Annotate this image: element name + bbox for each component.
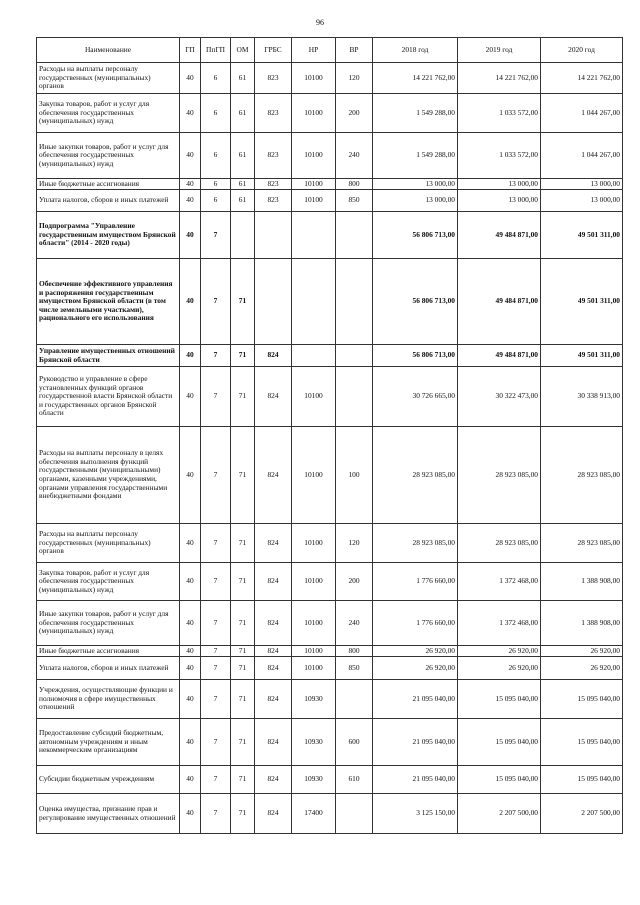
cell-name: Закупка товаров, работ и услуг для обеспечения государственных (муниципальных) нужд <box>37 563 180 601</box>
cell-name: Закупка товаров, работ и услуг для обеспечения государственных (муниципальных) нужд <box>37 94 180 133</box>
cell-2018: 21 095 040,00 <box>373 719 458 766</box>
table-row <box>37 601 623 646</box>
cell-ppgp: 6 <box>201 94 231 133</box>
cell-om: 61 <box>231 63 255 94</box>
header-grbs: ГРБС <box>255 38 292 63</box>
cell-2019: 30 322 473,00 <box>458 367 541 427</box>
cell-ppgp: 7 <box>201 524 231 563</box>
cell-2018: 28 923 085,00 <box>373 524 458 563</box>
cell-grbs: 824 <box>255 367 292 427</box>
cell-vr <box>336 212 373 259</box>
cell-grbs: 824 <box>255 427 292 524</box>
table-row <box>37 719 623 766</box>
cell-2018: 1 549 288,00 <box>373 133 458 179</box>
cell-ppgp: 7 <box>201 646 231 657</box>
header-2019: 2019 год <box>458 38 541 63</box>
cell-2020: 1 388 908,00 <box>541 563 623 601</box>
cell-2018: 1 776 660,00 <box>373 601 458 646</box>
cell-name: Расходы на выплаты персоналу государственных (муниципальных) органов <box>37 524 180 563</box>
cell-gp: 40 <box>180 367 201 427</box>
cell-name: Подпрограмма "Управление государственным имуществом Брянской области" (2014 - 2020 годы) <box>37 212 180 259</box>
cell-name: Уплата налогов, сборов и иных платежей <box>37 657 180 680</box>
cell-nr <box>292 345 336 367</box>
cell-2019: 15 095 040,00 <box>458 766 541 794</box>
cell-om: 71 <box>231 345 255 367</box>
cell-gp: 40 <box>180 133 201 179</box>
cell-grbs <box>255 212 292 259</box>
table-row <box>37 345 623 367</box>
cell-gp: 40 <box>180 794 201 834</box>
cell-nr: 10930 <box>292 680 336 719</box>
cell-nr: 10100 <box>292 646 336 657</box>
cell-vr <box>336 259 373 345</box>
cell-2018: 14 221 762,00 <box>373 63 458 94</box>
cell-gp: 40 <box>180 190 201 212</box>
cell-gp: 40 <box>180 680 201 719</box>
cell-gp: 40 <box>180 259 201 345</box>
cell-2019: 49 484 871,00 <box>458 345 541 367</box>
cell-om <box>231 212 255 259</box>
cell-name: Иные бюджетные ассигнования <box>37 179 180 190</box>
cell-ppgp: 7 <box>201 601 231 646</box>
cell-vr <box>336 367 373 427</box>
cell-vr: 200 <box>336 94 373 133</box>
cell-om: 71 <box>231 427 255 524</box>
cell-name: Учреждения, осуществляющие функции и полномочия в сфере имущественных отношений <box>37 680 180 719</box>
cell-nr: 10930 <box>292 719 336 766</box>
table-row <box>37 794 623 834</box>
cell-2019: 1 033 572,00 <box>458 94 541 133</box>
table-header-row <box>37 38 623 63</box>
cell-2020: 1 044 267,00 <box>541 94 623 133</box>
cell-vr: 800 <box>336 646 373 657</box>
cell-name: Оценка имущества, признание прав и регулирование имущественных отношений <box>37 794 180 834</box>
cell-nr: 10100 <box>292 563 336 601</box>
cell-vr: 200 <box>336 563 373 601</box>
cell-2019: 15 095 040,00 <box>458 719 541 766</box>
cell-gp: 40 <box>180 719 201 766</box>
cell-om: 71 <box>231 657 255 680</box>
cell-2018: 56 806 713,00 <box>373 345 458 367</box>
cell-gp: 40 <box>180 766 201 794</box>
cell-2020: 1 388 908,00 <box>541 601 623 646</box>
cell-2020: 15 095 040,00 <box>541 680 623 719</box>
cell-2018: 30 726 665,00 <box>373 367 458 427</box>
cell-2019: 14 221 762,00 <box>458 63 541 94</box>
header-ppgp: ПпГП <box>201 38 231 63</box>
cell-om: 61 <box>231 133 255 179</box>
cell-name: Иные бюджетные ассигнования <box>37 646 180 657</box>
budget-table <box>36 37 623 834</box>
cell-vr: 800 <box>336 179 373 190</box>
cell-om: 71 <box>231 680 255 719</box>
cell-2018: 21 095 040,00 <box>373 680 458 719</box>
cell-om: 71 <box>231 601 255 646</box>
cell-2018: 1 549 288,00 <box>373 94 458 133</box>
cell-2018: 56 806 713,00 <box>373 212 458 259</box>
table-row <box>37 680 623 719</box>
cell-name: Расходы на выплаты персоналу в целях обеспечения выполнения функций государственными (муниципальными) органами, казенными учреждениями, органами управления государственными внебюджетными фондами <box>37 427 180 524</box>
cell-nr: 10100 <box>292 94 336 133</box>
cell-grbs: 824 <box>255 794 292 834</box>
cell-nr: 10100 <box>292 367 336 427</box>
cell-nr: 10100 <box>292 63 336 94</box>
cell-grbs <box>255 259 292 345</box>
cell-2018: 21 095 040,00 <box>373 766 458 794</box>
cell-2020: 49 501 311,00 <box>541 259 623 345</box>
cell-om: 71 <box>231 563 255 601</box>
cell-name: Субсидии бюджетным учреждениям <box>37 766 180 794</box>
cell-gp: 40 <box>180 63 201 94</box>
cell-grbs: 824 <box>255 524 292 563</box>
cell-gp: 40 <box>180 427 201 524</box>
cell-nr: 10100 <box>292 179 336 190</box>
cell-gp: 40 <box>180 179 201 190</box>
cell-gp: 40 <box>180 94 201 133</box>
cell-nr <box>292 212 336 259</box>
cell-2018: 13 000,00 <box>373 179 458 190</box>
cell-nr: 10100 <box>292 524 336 563</box>
cell-grbs: 823 <box>255 133 292 179</box>
cell-om: 71 <box>231 259 255 345</box>
cell-nr: 10930 <box>292 766 336 794</box>
cell-name: Иные закупки товаров, работ и услуг для обеспечения государственных (муниципальных) нужд <box>37 601 180 646</box>
cell-2020: 2 207 500,00 <box>541 794 623 834</box>
cell-2019: 15 095 040,00 <box>458 680 541 719</box>
cell-gp: 40 <box>180 646 201 657</box>
cell-name: Расходы на выплаты персоналу государственных (муниципальных) органов <box>37 63 180 94</box>
cell-grbs: 824 <box>255 563 292 601</box>
table-row <box>37 212 623 259</box>
cell-2019: 1 372 468,00 <box>458 601 541 646</box>
cell-ppgp: 6 <box>201 179 231 190</box>
cell-om: 71 <box>231 719 255 766</box>
cell-grbs: 823 <box>255 190 292 212</box>
cell-2019: 13 000,00 <box>458 179 541 190</box>
cell-ppgp: 7 <box>201 719 231 766</box>
cell-ppgp: 7 <box>201 212 231 259</box>
cell-nr: 17400 <box>292 794 336 834</box>
cell-nr: 10100 <box>292 133 336 179</box>
cell-2020: 13 000,00 <box>541 179 623 190</box>
cell-ppgp: 7 <box>201 794 231 834</box>
cell-grbs: 824 <box>255 646 292 657</box>
cell-om: 71 <box>231 766 255 794</box>
cell-ppgp: 7 <box>201 657 231 680</box>
cell-2020: 13 000,00 <box>541 190 623 212</box>
cell-vr: 850 <box>336 190 373 212</box>
table-row <box>37 133 623 179</box>
cell-nr: 10100 <box>292 601 336 646</box>
cell-vr: 600 <box>336 719 373 766</box>
cell-2018: 28 923 085,00 <box>373 427 458 524</box>
header-2020: 2020 год <box>541 38 623 63</box>
cell-2020: 30 338 913,00 <box>541 367 623 427</box>
cell-grbs: 824 <box>255 680 292 719</box>
cell-grbs: 824 <box>255 766 292 794</box>
table-row <box>37 367 623 427</box>
header-2018: 2018 год <box>373 38 458 63</box>
cell-om: 71 <box>231 524 255 563</box>
cell-gp: 40 <box>180 345 201 367</box>
cell-2019: 13 000,00 <box>458 190 541 212</box>
cell-om: 71 <box>231 646 255 657</box>
header-nr: НР <box>292 38 336 63</box>
cell-gp: 40 <box>180 524 201 563</box>
cell-grbs: 823 <box>255 179 292 190</box>
cell-om: 71 <box>231 367 255 427</box>
cell-2018: 3 125 150,00 <box>373 794 458 834</box>
cell-grbs: 824 <box>255 719 292 766</box>
header-name: Наименование <box>37 38 180 63</box>
cell-ppgp: 7 <box>201 563 231 601</box>
cell-nr: 10100 <box>292 190 336 212</box>
table-row <box>37 190 623 212</box>
cell-grbs: 824 <box>255 345 292 367</box>
table-row <box>37 94 623 133</box>
header-gp: ГП <box>180 38 201 63</box>
cell-nr: 10100 <box>292 657 336 680</box>
cell-ppgp: 7 <box>201 345 231 367</box>
cell-2020: 26 920,00 <box>541 657 623 680</box>
cell-2019: 1 033 572,00 <box>458 133 541 179</box>
cell-gp: 40 <box>180 212 201 259</box>
cell-2018: 26 920,00 <box>373 646 458 657</box>
cell-ppgp: 7 <box>201 680 231 719</box>
cell-ppgp: 7 <box>201 427 231 524</box>
cell-ppgp: 7 <box>201 367 231 427</box>
cell-2020: 49 501 311,00 <box>541 212 623 259</box>
cell-2018: 1 776 660,00 <box>373 563 458 601</box>
cell-2019: 26 920,00 <box>458 657 541 680</box>
cell-vr <box>336 680 373 719</box>
cell-nr <box>292 259 336 345</box>
table-row <box>37 657 623 680</box>
cell-2019: 2 207 500,00 <box>458 794 541 834</box>
table-row <box>37 563 623 601</box>
table-row <box>37 524 623 563</box>
cell-vr <box>336 345 373 367</box>
cell-2020: 15 095 040,00 <box>541 766 623 794</box>
cell-2020: 26 920,00 <box>541 646 623 657</box>
cell-2019: 28 923 085,00 <box>458 524 541 563</box>
cell-vr: 850 <box>336 657 373 680</box>
cell-grbs: 824 <box>255 657 292 680</box>
table-row <box>37 179 623 190</box>
cell-vr: 120 <box>336 63 373 94</box>
cell-gp: 40 <box>180 563 201 601</box>
cell-gp: 40 <box>180 601 201 646</box>
cell-om: 61 <box>231 94 255 133</box>
cell-ppgp: 7 <box>201 766 231 794</box>
cell-name: Предоставление субсидий бюджетным, автономным учреждениям и иным некоммерческим организациям <box>37 719 180 766</box>
cell-2018: 13 000,00 <box>373 190 458 212</box>
cell-ppgp: 6 <box>201 63 231 94</box>
cell-ppgp: 6 <box>201 133 231 179</box>
cell-name: Руководство и управление в сфере установленных функций органов государственной власти Брянской области и государственных органов Брянской области <box>37 367 180 427</box>
cell-name: Обеспечение эффективного управления и распоряжения государственным имуществом Брянской области (в том числе земельными участками), рационального его использования <box>37 259 180 345</box>
cell-vr: 120 <box>336 524 373 563</box>
cell-name: Иные закупки товаров, работ и услуг для обеспечения государственных (муниципальных) нужд <box>37 133 180 179</box>
cell-ppgp: 7 <box>201 259 231 345</box>
table-row <box>37 766 623 794</box>
cell-2020: 49 501 311,00 <box>541 345 623 367</box>
cell-2019: 26 920,00 <box>458 646 541 657</box>
cell-2019: 28 923 085,00 <box>458 427 541 524</box>
table-row <box>37 646 623 657</box>
cell-2020: 28 923 085,00 <box>541 427 623 524</box>
cell-vr: 610 <box>336 766 373 794</box>
cell-2018: 56 806 713,00 <box>373 259 458 345</box>
cell-name: Управление имущественных отношений Брянской области <box>37 345 180 367</box>
header-vr: ВР <box>336 38 373 63</box>
cell-2020: 14 221 762,00 <box>541 63 623 94</box>
cell-grbs: 824 <box>255 601 292 646</box>
cell-gp: 40 <box>180 657 201 680</box>
cell-2020: 28 923 085,00 <box>541 524 623 563</box>
cell-om: 61 <box>231 190 255 212</box>
page-number: 96 <box>316 18 324 27</box>
cell-grbs: 823 <box>255 94 292 133</box>
cell-vr: 240 <box>336 601 373 646</box>
cell-vr: 100 <box>336 427 373 524</box>
cell-ppgp: 6 <box>201 190 231 212</box>
cell-2019: 49 484 871,00 <box>458 212 541 259</box>
cell-2018: 26 920,00 <box>373 657 458 680</box>
cell-om: 61 <box>231 179 255 190</box>
cell-nr: 10100 <box>292 427 336 524</box>
cell-name: Уплата налогов, сборов и иных платежей <box>37 190 180 212</box>
cell-2019: 1 372 468,00 <box>458 563 541 601</box>
table-row <box>37 259 623 345</box>
cell-grbs: 823 <box>255 63 292 94</box>
cell-vr <box>336 794 373 834</box>
table-row <box>37 427 623 524</box>
cell-2019: 49 484 871,00 <box>458 259 541 345</box>
cell-om: 71 <box>231 794 255 834</box>
cell-vr: 240 <box>336 133 373 179</box>
cell-2020: 15 095 040,00 <box>541 719 623 766</box>
header-om: ОМ <box>231 38 255 63</box>
table-row <box>37 63 623 94</box>
cell-2020: 1 044 267,00 <box>541 133 623 179</box>
